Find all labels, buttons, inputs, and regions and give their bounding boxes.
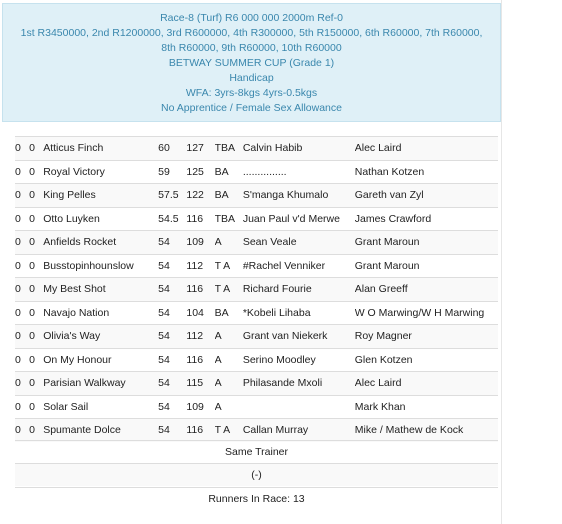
horse-name: Navajo Nation — [43, 301, 158, 325]
runners-count-label: Runners In Race: 13 — [208, 493, 305, 505]
rating: 104 — [186, 301, 214, 325]
table-row — [15, 419, 498, 442]
form-col: 0 — [29, 419, 43, 442]
rating: 109 — [186, 231, 214, 255]
weight: 54 — [158, 372, 186, 396]
form-col: 0 — [29, 254, 43, 278]
trainer-name: Alan Greeff — [355, 278, 498, 302]
draw-col: 0 — [15, 278, 29, 302]
rating: 125 — [186, 160, 214, 184]
table-row — [15, 231, 498, 255]
race-title: Race-8 (Turf) R6 000 000 2000m Ref-0 — [160, 12, 343, 24]
trainer-name: Mark Khan — [355, 395, 498, 419]
equipment: TBA — [215, 137, 243, 161]
horse-name: King Pelles — [43, 184, 158, 208]
dash-label: (-) — [251, 469, 262, 481]
form-col: 0 — [29, 137, 43, 161]
jockey-name: Juan Paul v'd Merwe — [243, 207, 355, 231]
weight: 54 — [158, 231, 186, 255]
jockey-name: S'manga Khumalo — [243, 184, 355, 208]
trainer-name: Grant Maroun — [355, 231, 498, 255]
jockey-name: Richard Fourie — [243, 278, 355, 302]
wfa-info: WFA: 3yrs-8kgs 4yrs-0.5kgs — [185, 87, 318, 99]
jockey-name: Callan Murray — [243, 419, 355, 442]
rating: 112 — [186, 254, 214, 278]
runners-count-row — [15, 487, 498, 510]
horse-name: Atticus Finch — [43, 137, 158, 161]
table-row — [15, 184, 498, 208]
horse-name: On My Honour — [43, 348, 158, 372]
weight: 54 — [158, 419, 186, 442]
weight: 54 — [158, 325, 186, 349]
draw-col: 0 — [15, 348, 29, 372]
dash-row — [15, 463, 498, 486]
draw-col: 0 — [15, 372, 29, 396]
horse-name: Parisian Walkway — [43, 372, 158, 396]
rating: 116 — [186, 419, 214, 442]
jockey-name: Philasande Mxoli — [243, 372, 355, 396]
equipment: BA — [215, 160, 243, 184]
jockey-name: #Rachel Venniker — [243, 254, 355, 278]
runners-table-body — [15, 137, 498, 442]
form-col: 0 — [29, 184, 43, 208]
trainer-name: Alec Laird — [355, 372, 498, 396]
draw-col: 0 — [15, 184, 29, 208]
equipment: BA — [215, 301, 243, 325]
equipment: A — [215, 372, 243, 396]
weight: 54.5 — [158, 207, 186, 231]
draw-col: 0 — [15, 254, 29, 278]
equipment: T A — [215, 254, 243, 278]
table-row — [15, 278, 498, 302]
table-row — [15, 137, 498, 161]
allowance-info: No Apprentice / Female Sex Allowance — [161, 102, 342, 114]
jockey-name: Calvin Habib — [243, 137, 355, 161]
table-row — [15, 160, 498, 184]
form-col: 0 — [29, 160, 43, 184]
horse-name: Olivia's Way — [43, 325, 158, 349]
trainer-name: Alec Laird — [355, 137, 498, 161]
draw-col: 0 — [15, 207, 29, 231]
runners-table — [15, 136, 498, 442]
weight: 59 — [158, 160, 186, 184]
equipment: A — [215, 231, 243, 255]
draw-col: 0 — [15, 301, 29, 325]
draw-col: 0 — [15, 231, 29, 255]
form-col: 0 — [29, 325, 43, 349]
form-col: 0 — [29, 231, 43, 255]
weight: 54 — [158, 301, 186, 325]
horse-name: Busstopinhounslow — [43, 254, 158, 278]
same-trainer-row — [15, 440, 498, 463]
horse-name: Royal Victory — [43, 160, 158, 184]
equipment: A — [215, 325, 243, 349]
rating: 116 — [186, 278, 214, 302]
trainer-name: Glen Kotzen — [355, 348, 498, 372]
horse-name: My Best Shot — [43, 278, 158, 302]
equipment: TBA — [215, 207, 243, 231]
trainer-name: Gareth van Zyl — [355, 184, 498, 208]
rating: 112 — [186, 325, 214, 349]
table-row — [15, 372, 498, 396]
weight: 54 — [158, 254, 186, 278]
jockey-name: Grant van Niekerk — [243, 325, 355, 349]
draw-col: 0 — [15, 325, 29, 349]
race-name: BETWAY SUMMER CUP (Grade 1) — [168, 57, 335, 69]
rating: 116 — [186, 348, 214, 372]
horse-name: Otto Luyken — [43, 207, 158, 231]
draw-col: 0 — [15, 395, 29, 419]
table-row — [15, 254, 498, 278]
equipment: A — [215, 395, 243, 419]
weight: 54 — [158, 278, 186, 302]
race-info-header — [2, 3, 501, 122]
form-col: 0 — [29, 348, 43, 372]
draw-col: 0 — [15, 137, 29, 161]
weight: 60 — [158, 137, 186, 161]
weight: 57.5 — [158, 184, 186, 208]
trainer-name: Nathan Kotzen — [355, 160, 498, 184]
form-col: 0 — [29, 301, 43, 325]
draw-col: 0 — [15, 419, 29, 442]
form-col: 0 — [29, 207, 43, 231]
horse-name: Anfields Rocket — [43, 231, 158, 255]
prize-money-line-continued: 8th R60000, 9th R60000, 10th R60000 — [161, 42, 342, 54]
weight: 54 — [158, 395, 186, 419]
equipment: A — [215, 348, 243, 372]
equipment: T A — [215, 278, 243, 302]
table-row — [15, 325, 498, 349]
rating: 109 — [186, 395, 214, 419]
rating: 115 — [186, 372, 214, 396]
jockey-name: *Kobeli Lihaba — [243, 301, 355, 325]
rating: 127 — [186, 137, 214, 161]
weight: 54 — [158, 348, 186, 372]
draw-col: 0 — [15, 160, 29, 184]
jockey-name: ............... — [243, 160, 355, 184]
jockey-name — [243, 395, 355, 419]
jockey-name: Sean Veale — [243, 231, 355, 255]
form-col: 0 — [29, 278, 43, 302]
horse-name: Spumante Dolce — [43, 419, 158, 442]
rating: 122 — [186, 184, 214, 208]
trainer-name: W O Marwing/W H Marwing — [355, 301, 498, 325]
trainer-name: Roy Magner — [355, 325, 498, 349]
same-trainer-label: Same Trainer — [224, 446, 289, 458]
prize-money-line: 1st R3450000, 2nd R1200000, 3rd R600000, 4th R300000, 5th R150000, 6th R60000, 7th R60000, — [20, 27, 483, 39]
rating: 116 — [186, 207, 214, 231]
form-col: 0 — [29, 395, 43, 419]
table-row — [15, 395, 498, 419]
trainer-name: Mike / Mathew de Kock — [355, 419, 498, 442]
equipment: BA — [215, 184, 243, 208]
table-row — [15, 301, 498, 325]
table-row — [15, 207, 498, 231]
form-col: 0 — [29, 372, 43, 396]
race-type: Handicap — [229, 72, 274, 84]
trainer-name: Grant Maroun — [355, 254, 498, 278]
table-row — [15, 348, 498, 372]
trainer-name: James Crawford — [355, 207, 498, 231]
jockey-name: Serino Moodley — [243, 348, 355, 372]
horse-name: Solar Sail — [43, 395, 158, 419]
equipment: T A — [215, 419, 243, 442]
